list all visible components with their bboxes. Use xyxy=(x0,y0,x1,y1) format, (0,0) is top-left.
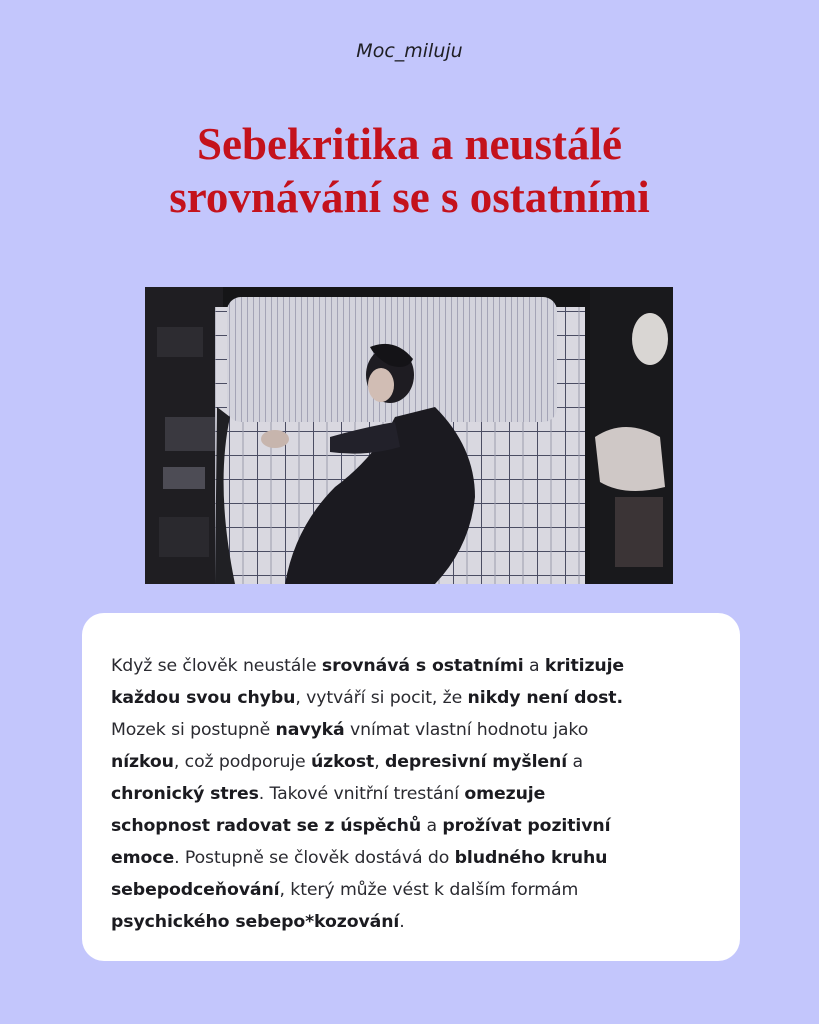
title-line-1: Sebekritika a neustálé xyxy=(196,119,623,169)
paragraph-line xyxy=(111,650,710,682)
bold-text: omezuje xyxy=(464,784,546,804)
description-paragraph xyxy=(111,650,710,938)
bold-text: bludného kruhu xyxy=(454,848,608,868)
paragraph-line xyxy=(111,810,710,842)
author-handle: Moc_miluju xyxy=(356,40,463,62)
bold-text: navyká xyxy=(275,720,345,740)
title-line-2: srovnávání se s ostatními xyxy=(169,172,650,223)
text-card xyxy=(82,613,740,961)
bold-text: sebepodceňování xyxy=(111,880,280,900)
bold-text: schopnost radovat se z úspěchů xyxy=(111,816,422,836)
paragraph-line xyxy=(111,746,710,778)
text-segment: , xyxy=(374,752,385,772)
bold-text: prožívat pozitivní xyxy=(442,816,611,836)
text-segment: vnímat vlastní hodnotu jako xyxy=(344,720,589,740)
bold-text: emoce xyxy=(111,848,175,868)
text-segment: a xyxy=(523,656,545,676)
bold-text: nikdy není dost. xyxy=(467,688,623,708)
bold-text: srovnává s ostatními xyxy=(321,656,524,676)
text-segment: , vytváří si pocit, že xyxy=(295,688,468,708)
bold-text: chronický stres xyxy=(111,784,259,804)
bold-text: psychického sebepo*kozování xyxy=(111,912,400,932)
paragraph-line xyxy=(111,842,710,874)
text-segment: , což podporuje xyxy=(173,752,311,772)
paragraph-line xyxy=(111,682,710,714)
bed-illustration xyxy=(145,287,673,584)
text-segment: . Postupně se člověk dostává do xyxy=(174,848,455,868)
paragraph-line xyxy=(111,906,710,938)
bold-text: nízkou xyxy=(111,752,174,772)
text-segment: . Takové vnitřní trestání xyxy=(258,784,465,804)
person-sleeping-on-bed-photo xyxy=(145,287,673,584)
bold-text: kritizuje xyxy=(544,656,625,676)
text-segment: Mozek si postupně xyxy=(111,720,276,740)
text-segment: . xyxy=(399,912,405,932)
page-title xyxy=(40,118,779,224)
bold-text: depresivní myšlení xyxy=(384,752,568,772)
bold-text: úzkost xyxy=(310,752,375,772)
paragraph-line xyxy=(111,778,710,810)
text-segment: a xyxy=(421,816,443,836)
text-segment: Když se člověk neustále xyxy=(111,656,322,676)
text-segment: a xyxy=(567,752,583,772)
paragraph-line xyxy=(111,714,710,746)
bold-text: každou svou chybu xyxy=(111,688,296,708)
paragraph-line xyxy=(111,874,710,906)
text-segment: , který může vést k dalším formám xyxy=(279,880,579,900)
